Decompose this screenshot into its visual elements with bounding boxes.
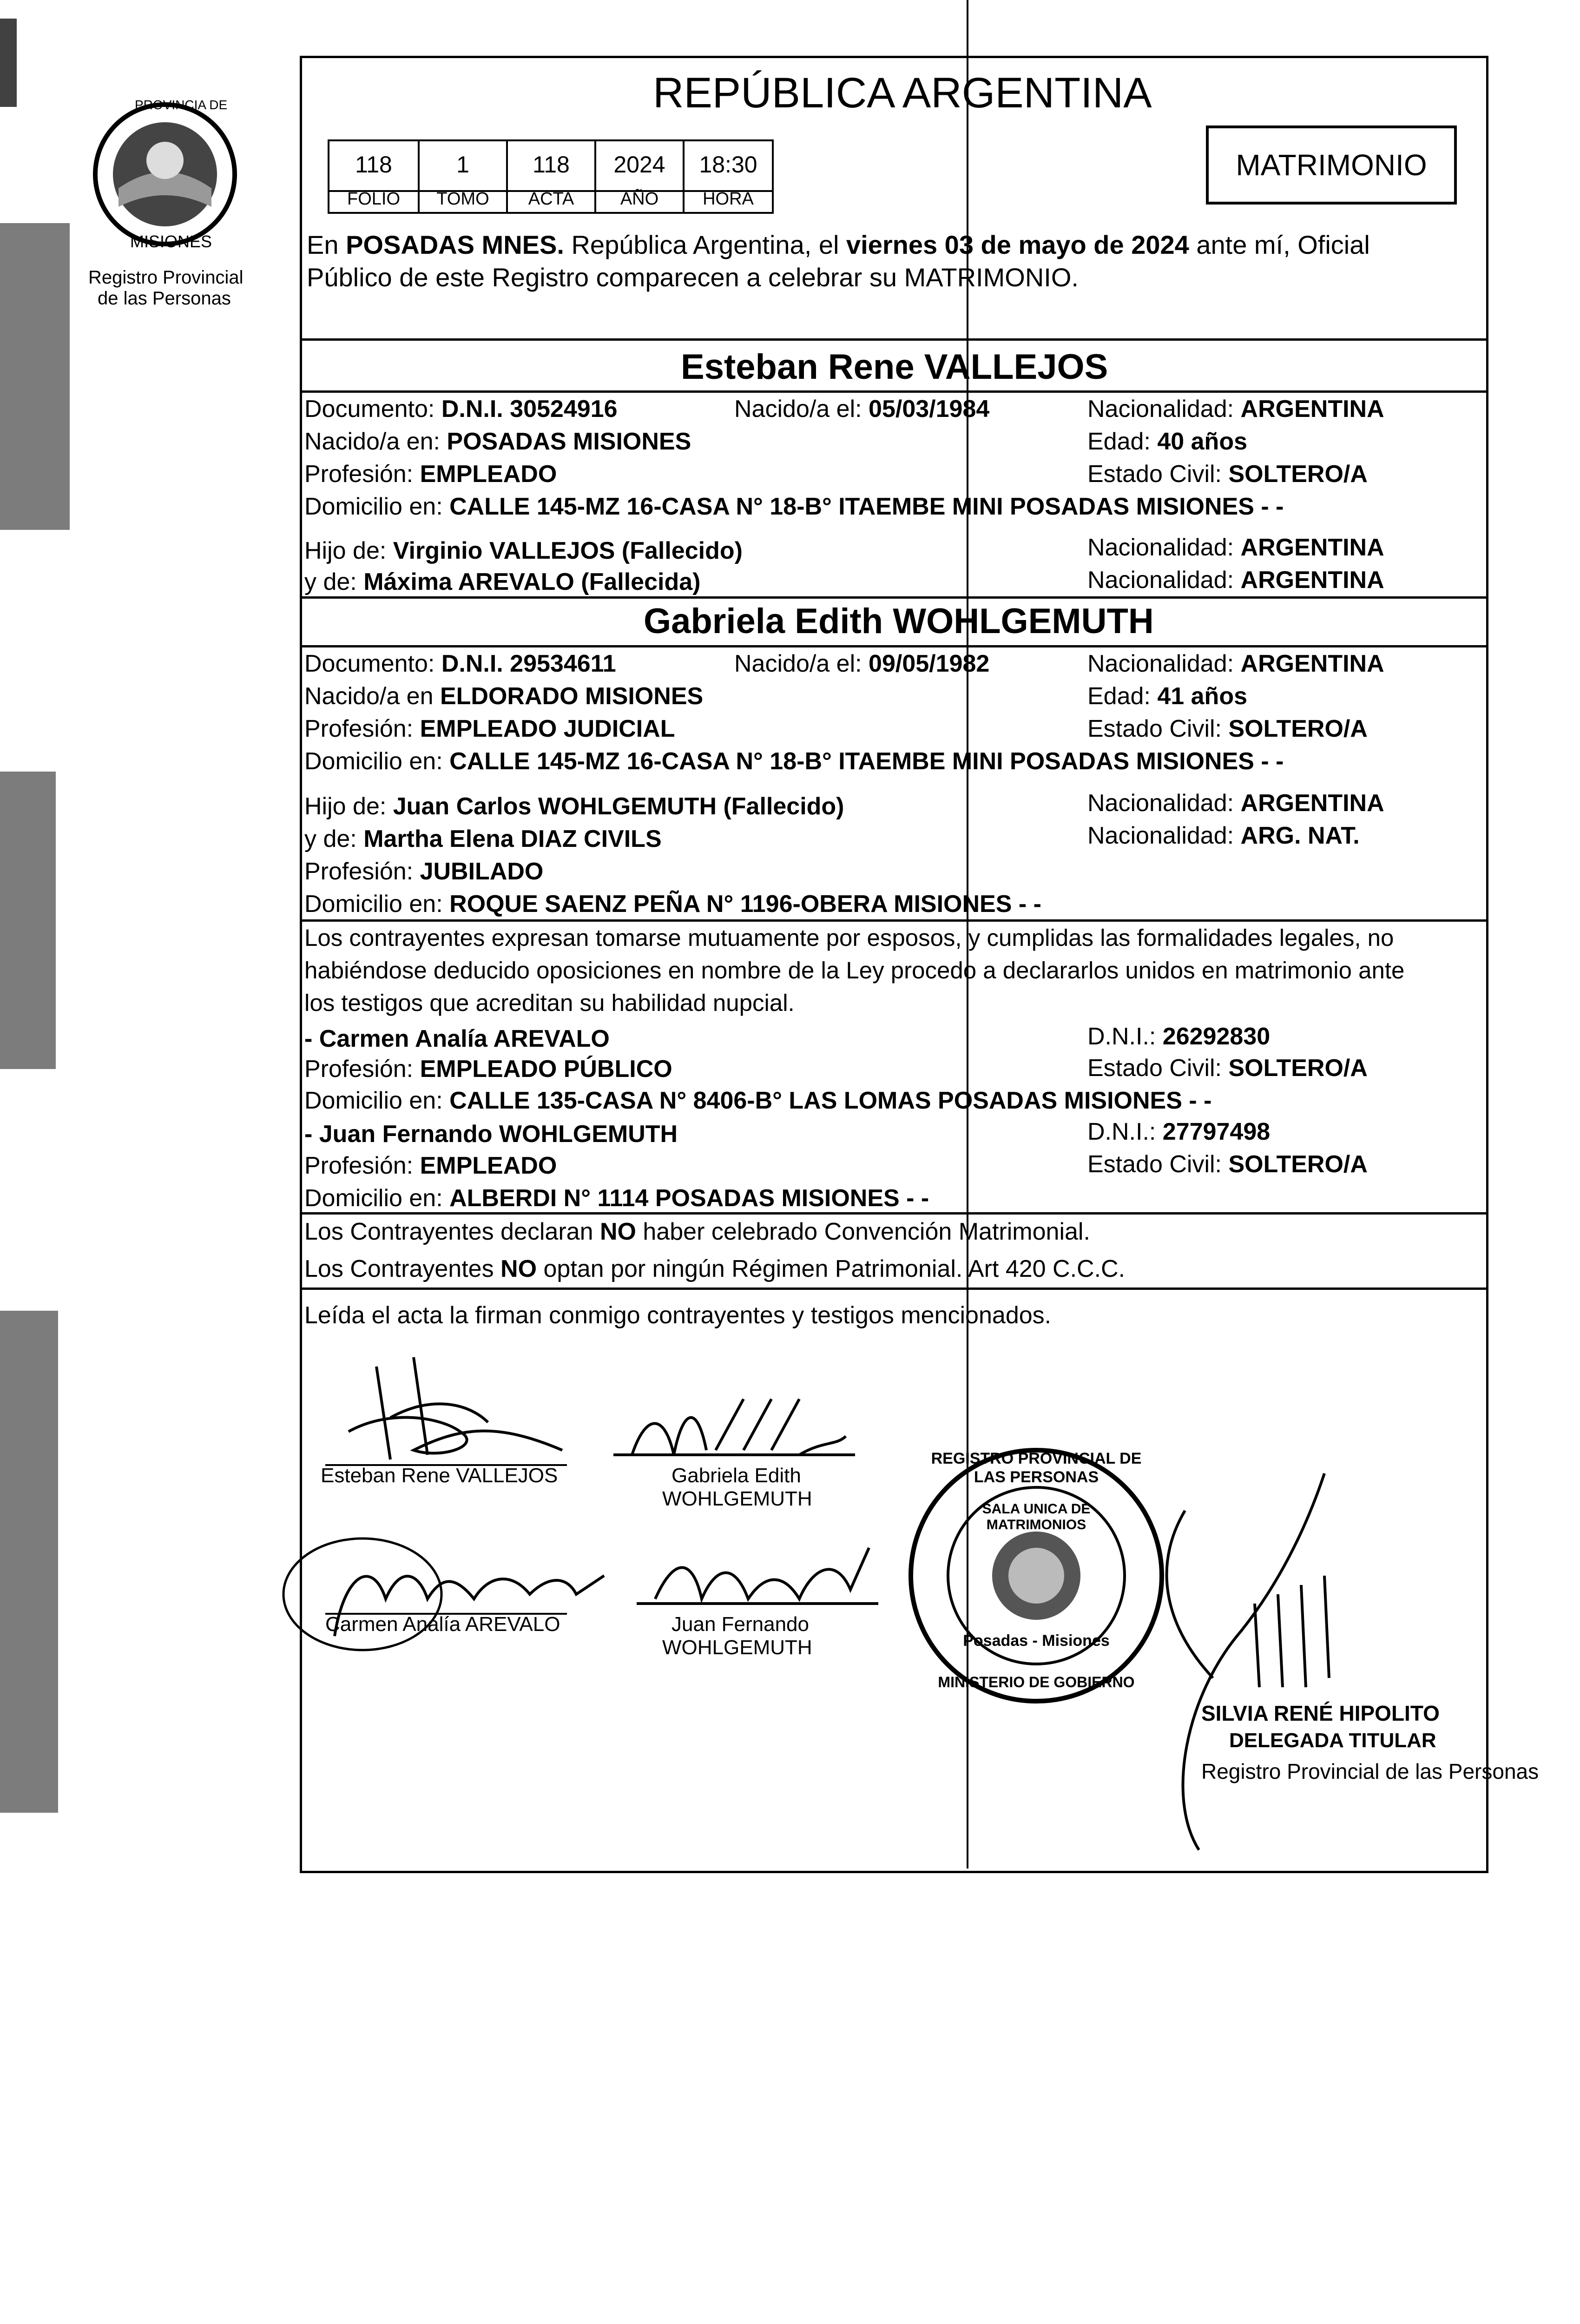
witness2-address: Domicilio en: ALBERDI N° 1114 POSADAS MISIONES - - [304, 1185, 929, 1212]
ceremony-line-1: Los contrayentes expresan tomarse mutuamente por esposos, y cumplidas las formalidades legales, no [304, 924, 1394, 951]
tomo-value: 1 [456, 152, 469, 178]
act-type-box [1206, 125, 1457, 205]
spouse1-civil-status: Estado Civil: SOLTERO/A [1087, 461, 1368, 488]
logo-caption-2: de las Personas [98, 288, 231, 309]
year-value: 2024 [613, 152, 665, 178]
witness1-name: - Carmen Analía AREVALO [304, 1025, 610, 1052]
spouse2-parent-address: Domicilio en: ROQUE SAENZ PEÑA N° 1196-OBERA MISIONES - - [304, 891, 1041, 918]
signature-label-spouse2-b: WOHLGEMUTH [662, 1487, 812, 1510]
logo-bottom-text: MISIONES [130, 232, 212, 251]
signature-witness1 [279, 1520, 632, 1659]
spouse1-nationality: Nacionalidad: ARGENTINA [1087, 396, 1384, 423]
scan-artifact [0, 19, 17, 107]
spouse1-address: Domicilio en: CALLE 145-MZ 16-CASA N° 18-B° ITAEMBE MINI POSADAS MISIONES - - [304, 493, 1284, 520]
spouse2-father-nationality: Nacionalidad: ARGENTINA [1087, 790, 1384, 817]
intro-line-1: En POSADAS MNES. República Argentina, el viernes 03 de mayo de 2024 ante mí, Oficial [307, 230, 1370, 259]
signature-label-witness2-a: Juan Fernando [672, 1613, 809, 1636]
scan-artifact [0, 772, 56, 1069]
spouse2-civil-status: Estado Civil: SOLTERO/A [1087, 715, 1368, 742]
ceremony-line-3: los testigos que acreditan su habilidad nupcial. [304, 990, 795, 1016]
spouse2-address: Domicilio en: CALLE 145-MZ 16-CASA N° 18-B° ITAEMBE MINI POSADAS MISIONES - - [304, 748, 1284, 775]
acta-label: ACTA [528, 189, 574, 209]
hour-label: HORA [703, 189, 754, 209]
spouse2-profession: Profesión: EMPLEADO JUDICIAL [304, 715, 675, 742]
witness2-profession: Profesión: EMPLEADO [304, 1152, 557, 1179]
spouse2-document: Documento: D.N.I. 29534611 [304, 650, 616, 677]
signature-label-spouse1: Esteban Rene VALLEJOS [321, 1464, 558, 1487]
act-type: MATRIMONIO [1236, 148, 1427, 182]
spouse1-name: Esteban Rene VALLEJOS [681, 347, 1108, 387]
spouse2-age: Edad: 41 años [1087, 683, 1247, 710]
officer-name: SILVIA RENÉ HIPOLITO [1201, 1701, 1440, 1725]
spouse1-mother: y de: Máxima AREVALO (Fallecida) [304, 568, 701, 595]
stamp-city: Posadas - Misiones [963, 1632, 1110, 1650]
signature-label-spouse2-a: Gabriela Edith [672, 1464, 801, 1487]
intro-line-2: Público de este Registro comparecen a celebrar su MATRIMONIO. [307, 263, 1079, 292]
divider [300, 919, 1486, 922]
signature-spouse1 [321, 1339, 581, 1483]
province-logo [81, 91, 249, 258]
officer-office: Registro Provincial de las Personas [1201, 1759, 1539, 1783]
witness1-address: Domicilio en: CALLE 135-CASA N° 8406-B° LAS LOMAS POSADAS MISIONES - - [304, 1087, 1212, 1114]
signature-witness2 [627, 1529, 888, 1618]
folio-value: 118 [355, 152, 392, 178]
signature-officer [1046, 1418, 1371, 1873]
spouse1-mother-nationality: Nacionalidad: ARGENTINA [1087, 567, 1384, 594]
spouse1-age: Edad: 40 años [1087, 428, 1247, 455]
registry-table [328, 139, 774, 214]
divider [300, 1287, 1486, 1290]
scan-artifact [0, 223, 70, 530]
logo-caption-1: Registro Provincial [88, 267, 244, 288]
spouse1-birthdate: Nacido/a el: 05/03/1984 [734, 396, 990, 423]
divider [300, 338, 1486, 341]
hour-value: 18:30 [699, 152, 757, 178]
spouse2-mother: y de: Martha Elena DIAZ CIVILS [304, 825, 662, 852]
closing-statement: Leída el acta la firman conmigo contrayentes y testigos mencionados. [304, 1302, 1052, 1329]
spouse2-nationality: Nacionalidad: ARGENTINA [1087, 650, 1384, 677]
country-title: REPÚBLICA ARGENTINA [653, 69, 1152, 117]
spouse1-father: Hijo de: Virginio VALLEJOS (Fallecido) [304, 537, 743, 564]
spouse2-birthplace: Nacido/a en ELDORADO MISIONES [304, 683, 704, 710]
spouse2-mother-nationality: Nacionalidad: ARG. NAT. [1087, 822, 1360, 849]
witness2-dni: D.N.I.: 27797498 [1087, 1118, 1271, 1145]
divider [300, 1212, 1486, 1215]
logo-top-text: PROVINCIA DE [135, 98, 228, 112]
spouse1-document: Documento: D.N.I. 30524916 [304, 396, 618, 423]
spouse2-birthdate: Nacido/a el: 09/05/1982 [734, 650, 990, 677]
regime-line-1: Los Contrayentes declaran NO haber celebrado Convención Matrimonial. [304, 1218, 1090, 1245]
regime-line-2: Los Contrayentes NO optan por ningún Régimen Patrimonial. Art 420 C.C.C. [304, 1255, 1126, 1282]
witness2-civil-status: Estado Civil: SOLTERO/A [1087, 1151, 1368, 1178]
witness1-dni: D.N.I.: 26292830 [1087, 1023, 1271, 1050]
divider [300, 596, 1486, 599]
spouse1-profession: Profesión: EMPLEADO [304, 461, 557, 488]
acta-value: 118 [533, 152, 570, 178]
spouse2-father: Hijo de: Juan Carlos WOHLGEMUTH (Fallecido) [304, 793, 844, 820]
stamp-inner-text: SALA UNICA DE MATRIMONIOS [982, 1501, 1091, 1532]
witness1-profession: Profesión: EMPLEADO PÚBLICO [304, 1056, 672, 1083]
divider [300, 645, 1486, 647]
signature-label-witness2-b: WOHLGEMUTH [662, 1636, 812, 1659]
signature-label-witness1: Carmen Analía AREVALO [325, 1613, 560, 1636]
witness1-civil-status: Estado Civil: SOLTERO/A [1087, 1055, 1368, 1082]
officer-title: DELEGADA TITULAR [1229, 1729, 1436, 1752]
stamp-outer-text: REGISTRO PROVINCIAL DE LAS PERSONAS [931, 1450, 1142, 1486]
folio-label: FOLIO [347, 189, 401, 209]
spouse2-parent-profession: Profesión: JUBILADO [304, 858, 544, 885]
year-label: AÑO [620, 189, 659, 209]
witness2-name: - Juan Fernando WOHLGEMUTH [304, 1121, 678, 1148]
ceremony-line-2: habiéndose deducido oposiciones en nombre de la Ley procedo a declararlos unidos en matrimonio ante [304, 957, 1405, 984]
tomo-label: TOMO [436, 189, 489, 209]
spouse1-father-nationality: Nacionalidad: ARGENTINA [1087, 534, 1384, 561]
spouse2-name: Gabriela Edith WOHLGEMUTH [644, 601, 1154, 641]
divider [300, 390, 1486, 393]
stamp-bottom-text: MINISTERIO DE GOBIERNO [938, 1674, 1135, 1690]
scan-artifact [0, 1311, 58, 1813]
spouse1-birthplace: Nacido/a en: POSADAS MISIONES [304, 428, 691, 455]
